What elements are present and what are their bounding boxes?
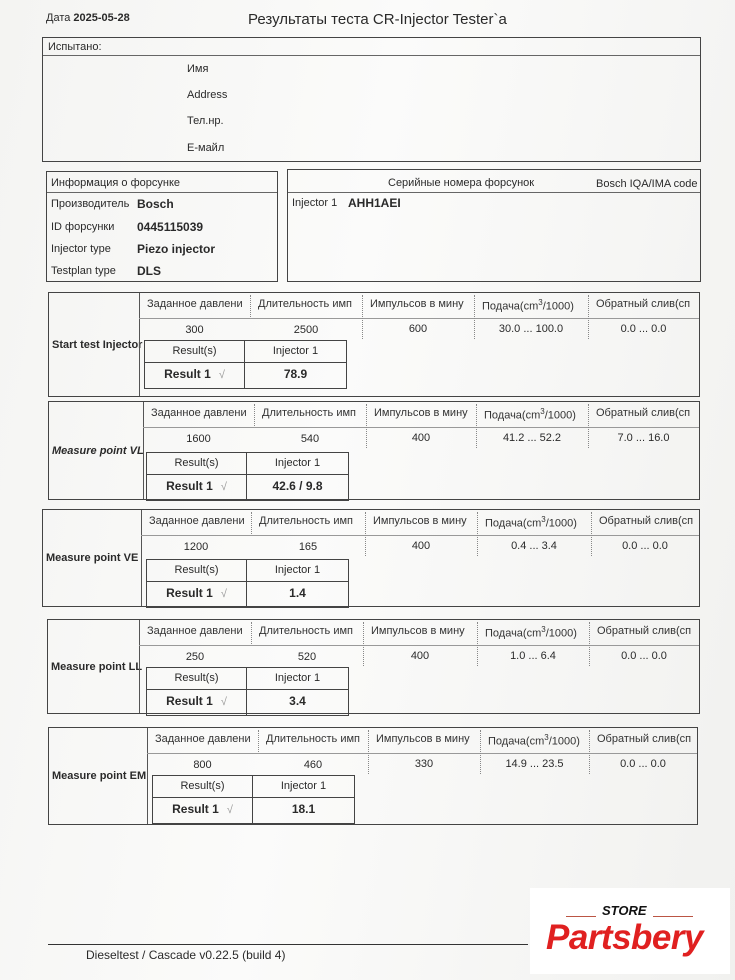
value-delivery: 14.9 ... 23.5 bbox=[505, 758, 564, 770]
value-pulses: 400 bbox=[411, 540, 431, 552]
partsbery-logo bbox=[530, 888, 730, 974]
result-value: 42.6 / 9.8 bbox=[272, 479, 323, 493]
injector-info-section bbox=[46, 171, 278, 282]
value-pressure: 1200 bbox=[183, 541, 209, 553]
value-pulses: 330 bbox=[414, 758, 434, 770]
column-header-delivery: $Подача(cm^3/1000)$ bbox=[482, 298, 574, 313]
check-icon: √ bbox=[226, 804, 233, 816]
result-value: 3.4 bbox=[289, 694, 306, 708]
tested-title: Испытано: bbox=[48, 41, 102, 53]
email-field-label: E-майл bbox=[187, 142, 225, 154]
value-pressure: 1600 bbox=[186, 433, 211, 445]
name-separator bbox=[147, 728, 148, 824]
value-delivery: 41.2 ... 52.2 bbox=[502, 432, 562, 444]
check-icon: √ bbox=[218, 369, 225, 381]
injector-header: Injector 1 bbox=[274, 457, 321, 469]
value-backflow: 0.0 ... 0.0 bbox=[622, 540, 668, 552]
injector-header: Injector 1 bbox=[280, 780, 327, 792]
test-name: Measure point VE bbox=[46, 552, 139, 564]
value-duration: 540 bbox=[300, 433, 320, 445]
column-header-delivery: $Подача(cm^3/1000)$ bbox=[484, 407, 576, 422]
value-pressure: 800 bbox=[193, 759, 212, 771]
column-header-backflow: Обратный слив(сп bbox=[596, 298, 691, 310]
test-block bbox=[42, 509, 700, 607]
value-duration: 2500 bbox=[293, 324, 319, 336]
serial-injector-value: AHH1AEI bbox=[348, 196, 401, 210]
value-pressure: 300 bbox=[185, 324, 204, 336]
header-divider bbox=[143, 427, 699, 428]
footer-text: Dieseltest / Cascade v0.22.5 (build 4) bbox=[86, 948, 286, 962]
report-title: Результаты теста CR-Injector Tester`a bbox=[248, 11, 507, 28]
logo-brand: Partsbery bbox=[546, 918, 703, 957]
column-separator bbox=[250, 295, 251, 317]
test-block bbox=[48, 727, 698, 825]
tested-section bbox=[42, 37, 701, 162]
results-header: Result(s) bbox=[174, 672, 219, 684]
result-row-divider bbox=[147, 581, 348, 582]
serials-section bbox=[287, 169, 701, 282]
address-field-label: Address bbox=[187, 89, 228, 101]
column-header-delivery: $Подача(cm^3/1000)$ bbox=[485, 625, 577, 640]
serial-injector-label: Injector 1 bbox=[292, 197, 338, 209]
logo-line-right bbox=[653, 916, 693, 917]
name-separator bbox=[143, 402, 144, 499]
column-header-pressure: Заданное давлени bbox=[149, 515, 245, 527]
value-backflow: 0.0 ... 0.0 bbox=[620, 758, 666, 770]
column-separator bbox=[251, 622, 252, 644]
value-delivery: 0.4 ... 3.4 bbox=[511, 540, 557, 552]
value-backflow: 7.0 ... 16.0 bbox=[617, 432, 670, 444]
column-header-pressure: Заданное давлени bbox=[155, 733, 251, 745]
manufacturer-value: Bosch bbox=[137, 197, 174, 211]
header-divider bbox=[141, 535, 699, 536]
value-pulses: 400 bbox=[411, 432, 431, 444]
injector-type-value: Piezo injector bbox=[137, 242, 216, 256]
column-header-duration: Длительность имп bbox=[258, 298, 353, 310]
value-backflow: 0.0 ... 0.0 bbox=[620, 323, 667, 335]
check-icon: √ bbox=[220, 588, 227, 600]
result-row-divider bbox=[153, 797, 354, 798]
result-1-label: Result 1 √ bbox=[172, 802, 233, 816]
column-header-duration: Длительность имп bbox=[259, 625, 354, 637]
injector-id-label: ID форсунки bbox=[51, 221, 115, 233]
value-delivery: 30.0 ... 100.0 bbox=[498, 323, 564, 335]
value-pulses: 600 bbox=[408, 323, 428, 335]
date-value: 2025-05-28 bbox=[73, 12, 130, 24]
column-header-pulses: Импульсов в мину bbox=[374, 407, 468, 419]
value-pulses: 400 bbox=[410, 650, 430, 662]
column-header-backflow: Обратный слив(сп bbox=[597, 733, 692, 745]
test-name: Measure point LL bbox=[51, 661, 143, 673]
column-separator bbox=[258, 730, 259, 752]
logo-store: STORE bbox=[602, 903, 647, 918]
column-header-duration: Длительность имп bbox=[259, 515, 354, 527]
result-value: 1.4 bbox=[289, 586, 306, 600]
test-name: Measure point EM bbox=[52, 770, 147, 782]
injector-header: Injector 1 bbox=[274, 564, 321, 576]
name-separator bbox=[139, 293, 140, 396]
test-name: Start test Injector bbox=[52, 339, 143, 351]
result-row-divider bbox=[147, 689, 348, 690]
logo-line-left bbox=[566, 916, 596, 917]
injector-header: Injector 1 bbox=[274, 672, 321, 684]
phone-field-label: Тел.нр. bbox=[187, 115, 224, 127]
test-block bbox=[47, 619, 700, 714]
header-divider bbox=[139, 318, 699, 319]
header-divider bbox=[147, 753, 697, 754]
manufacturer-label: Производитель bbox=[51, 198, 130, 210]
iqa-code-title: Bosch IQA/IMA code bbox=[596, 178, 698, 190]
injector-info-title: Информация о форсунке bbox=[51, 177, 180, 189]
result-value: 78.9 bbox=[283, 367, 308, 381]
result-table bbox=[144, 340, 347, 389]
tested-divider bbox=[43, 55, 700, 56]
result-table bbox=[152, 775, 355, 824]
column-separator bbox=[251, 512, 252, 534]
injector-info-divider bbox=[47, 192, 277, 193]
column-header-pulses: Импульсов в мину bbox=[371, 625, 465, 637]
column-header-duration: Длительность имп bbox=[262, 407, 357, 419]
results-header: Result(s) bbox=[174, 457, 219, 469]
column-header-pulses: Импульсов в мину bbox=[370, 298, 464, 310]
result-1-label: Result 1 √ bbox=[166, 479, 227, 493]
result-table bbox=[146, 667, 349, 716]
column-header-backflow: Обратный слив(сп bbox=[597, 625, 692, 637]
check-icon: √ bbox=[220, 481, 227, 493]
header-divider bbox=[139, 645, 699, 646]
name-separator bbox=[139, 620, 140, 713]
testplan-type-label: Testplan type bbox=[51, 265, 116, 277]
injector-header: Injector 1 bbox=[272, 345, 319, 357]
value-duration: 165 bbox=[298, 541, 318, 553]
serials-title: Серийные номера форсунок bbox=[388, 177, 535, 189]
column-header-delivery: $Подача(cm^3/1000)$ bbox=[488, 733, 580, 748]
result-row-divider bbox=[145, 362, 346, 363]
value-duration: 520 bbox=[297, 651, 317, 663]
results-header: Result(s) bbox=[172, 345, 217, 357]
column-header-duration: Длительность имп bbox=[266, 733, 361, 745]
column-header-delivery: $Подача(cm^3/1000)$ bbox=[485, 515, 577, 530]
results-header: Result(s) bbox=[180, 780, 225, 792]
column-header-pulses: Импульсов в мину bbox=[376, 733, 470, 745]
check-icon: √ bbox=[220, 696, 227, 708]
column-header-backflow: Обратный слив(сп bbox=[599, 515, 694, 527]
column-header-pressure: Заданное давлени bbox=[147, 298, 243, 310]
result-1-label: Result 1 √ bbox=[166, 694, 227, 708]
column-header-pressure: Заданное давлени bbox=[151, 407, 247, 419]
name-field-label: Имя bbox=[187, 63, 209, 75]
test-name: Measure point VL bbox=[52, 445, 144, 457]
result-1-label: Result 1 √ bbox=[166, 586, 227, 600]
value-pressure: 250 bbox=[185, 651, 205, 663]
value-duration: 460 bbox=[303, 759, 323, 771]
serials-divider bbox=[288, 192, 700, 193]
injector-type-label: Injector type bbox=[51, 243, 111, 255]
result-table bbox=[146, 452, 349, 501]
footer-line bbox=[48, 944, 528, 945]
testplan-type-value: DLS bbox=[137, 264, 161, 278]
result-value: 18.1 bbox=[291, 802, 316, 816]
value-delivery: 1.0 ... 6.4 bbox=[510, 650, 556, 662]
result-row-divider bbox=[147, 474, 348, 475]
column-header-backflow: Обратный слив(сп bbox=[596, 407, 691, 419]
result-table bbox=[146, 559, 349, 608]
column-header-pulses: Импульсов в мину bbox=[373, 515, 467, 527]
column-header-pressure: Заданное давлени bbox=[147, 625, 243, 637]
result-1-label: Result 1 √ bbox=[164, 367, 225, 381]
injector-id-value: 0445115039 bbox=[137, 220, 204, 234]
column-separator bbox=[254, 404, 255, 426]
date-label: Дата bbox=[46, 12, 71, 24]
results-header: Result(s) bbox=[174, 564, 219, 576]
name-separator bbox=[141, 510, 142, 606]
value-backflow: 0.0 ... 0.0 bbox=[621, 650, 667, 662]
date-line bbox=[46, 12, 130, 24]
